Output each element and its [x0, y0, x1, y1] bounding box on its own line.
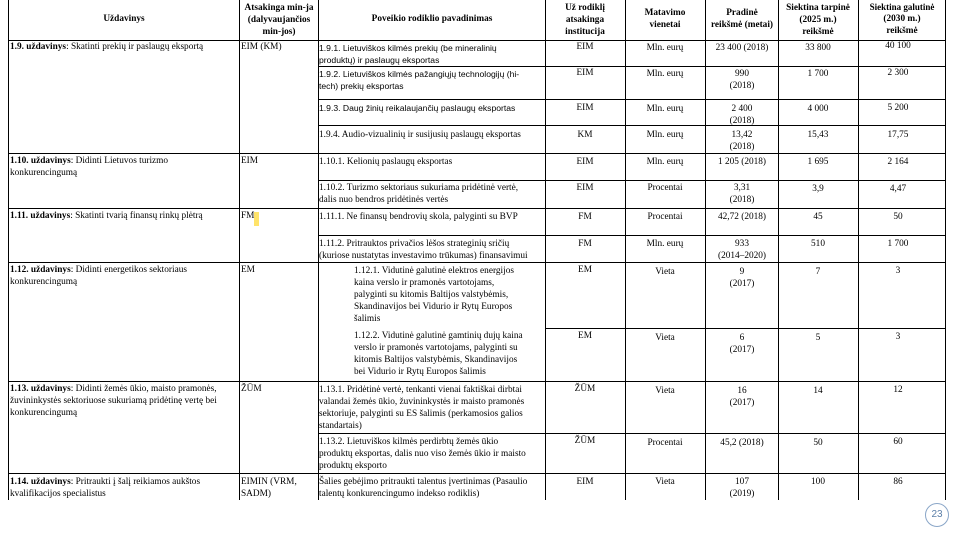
indicator-talent-line-2: talentų konkurencingumo indekso rodiklis) — [319, 489, 480, 499]
indicator-1-9-2: 1.9.2. Lietuviškos kilmės pažangiųjų technologijų (hi- — [319, 69, 520, 79]
row-rule — [8, 153, 946, 154]
goal-1-13-ministry: ŽŪM — [241, 384, 262, 394]
goal-1-12: 1.12. uždavinys: Didinti energetikos sektoriaus — [10, 265, 187, 275]
unit-cell: Mln. eurų — [646, 69, 684, 79]
unit-cell: Vieta — [655, 267, 675, 277]
goal-1-13-line-2: žuvininkystės sektoriuose sukuriamą pridėtinę vertę bei — [10, 396, 217, 406]
unit-cell: Procentai — [647, 212, 683, 222]
indicator-1-13-2: 1.13.2. Lietuviškos kilmės perdirbtų žemės ūkio — [319, 437, 499, 447]
unit-cell: Mln. eurų — [646, 130, 684, 140]
row-rule — [8, 208, 946, 209]
goal-1-13-line-3: konkurencingumą — [10, 408, 78, 418]
mid-target-cell: 15,43 — [807, 130, 829, 140]
base-value-cell: 3,31 — [733, 183, 751, 193]
final-target-cell: 3 — [895, 332, 901, 342]
indicator-1-12-2: 1.12.2. Vidutinė galutinė gamtinių dujų kaina — [354, 331, 523, 341]
base-value-cell: 6 — [739, 333, 745, 343]
header-rule — [8, 40, 946, 41]
column-rule — [239, 0, 240, 500]
header-institution-line-1: Už rodiklį — [565, 3, 605, 13]
indicator-talent: Šalies gebėjimo pritraukti talentus įvertinimas (Pasaulio — [319, 477, 528, 487]
indicator-1-10-1: 1.10.1. Kelionių paslaugų eksportas — [319, 157, 453, 167]
base-year-cell: (2018) — [729, 116, 755, 126]
goal-1-12-line-2: konkurencingumą — [10, 277, 78, 287]
indicator-1-11-2-line-2: (kuriose nustatytas investavimo trūkumas) finansavimui — [319, 251, 528, 261]
unit-cell: Mln. eurų — [646, 239, 684, 249]
institution-cell: EIM — [576, 68, 594, 78]
base-value-cell: 2 400 — [731, 104, 753, 114]
goal-1-12-ministry: EM — [241, 265, 255, 275]
unit-cell: Procentai — [647, 438, 683, 448]
goal-1-9: 1.9. uždavinys: Skatinti prekių ir paslaugų eksportą — [10, 42, 204, 52]
goal-1-13: 1.13. uždavinys: Didinti žemės ūkio, maisto pramonės, — [10, 384, 217, 394]
mid-target-cell: 5 — [815, 333, 821, 343]
header-final-line-1: Siektina galutinė — [869, 2, 935, 12]
mid-target-cell: 100 — [811, 477, 825, 487]
final-target-cell: 3 — [895, 266, 901, 276]
header-goal: Uždavinys — [103, 14, 145, 24]
header-mid-line-2: (2025 m.) — [799, 15, 837, 25]
institution-cell: FM — [578, 239, 592, 249]
row-rule — [318, 235, 946, 236]
institution-cell: EM — [578, 331, 592, 341]
indicator-1-13-2-line-3: produktų eksporto — [319, 461, 387, 471]
institution-cell: EIM — [576, 103, 594, 113]
mid-target-cell: 3,9 — [812, 184, 824, 194]
indicator-1-13-2-line-2: produktų eksportas, dalis nuo viso žemės ūkio ir maisto — [319, 449, 526, 459]
institution-cell: KM — [577, 130, 593, 140]
base-value-cell: 16 — [737, 386, 747, 396]
indicator-1-13-1-line-3: sektoriuje, palyginti su ES šalimis (perkamosios galios — [319, 409, 523, 419]
final-target-cell: 2 300 — [887, 68, 909, 78]
header-institution-line-2: atsakinga — [565, 15, 605, 25]
goal-1-14-ministry-line-1: EIMIN (VRM, — [241, 477, 297, 487]
header-unit-line-2: vienetai — [649, 20, 681, 30]
row-rule — [318, 125, 946, 126]
unit-cell: Mln. eurų — [646, 157, 684, 167]
indicator-1-12-2-line-2: verslo ir pramonės vartotojams, palyginti su — [354, 343, 518, 353]
base-value-cell: 45,2 (2018) — [720, 438, 764, 448]
header-ministry-line-1: Atsakinga min-ja — [244, 3, 314, 13]
unit-cell: Vieta — [655, 386, 675, 396]
institution-cell: ŽŪM — [574, 436, 596, 446]
indicator-1-11-1: 1.11.1. Ne finansų bendrovių skola, palyginti su BVP — [319, 212, 518, 222]
column-rule — [945, 0, 946, 500]
text-highlight — [254, 212, 259, 226]
mid-target-cell: 7 — [815, 267, 821, 277]
goal-1-10-ministry: EIM — [241, 156, 259, 166]
header-final-line-2: (2030 m.) — [883, 14, 921, 24]
row-rule — [8, 473, 946, 474]
base-value-cell: 933 — [735, 239, 749, 249]
indicator-1-12-2-line-3: kitomis Baltijos valstybėmis, Skandinavijos — [354, 355, 518, 365]
institution-cell: EIM — [576, 183, 594, 193]
base-value-cell: 13,42 — [731, 130, 753, 140]
base-year-cell: (2018) — [729, 142, 755, 152]
base-year-cell: (2017) — [729, 279, 755, 289]
indicator-1-10-2: 1.10.2. Turizmo sektoriaus sukuriama pridėtinė vertė, — [319, 183, 519, 193]
final-target-cell: 50 — [893, 212, 903, 222]
goal-1-11-ministry: FM — [241, 211, 255, 221]
final-target-cell: 40 100 — [885, 41, 911, 51]
unit-cell: Procentai — [647, 183, 683, 193]
goal-1-14-line-2: kvalifikacijos specialistus — [10, 489, 106, 499]
base-value-cell: 23 400 (2018) — [715, 43, 769, 53]
header-mid-line-3: reikšmė — [802, 27, 834, 37]
mid-target-cell: 4 000 — [807, 104, 829, 114]
goal-1-11: 1.11. uždavinys: Skatinti tvarią finansų rinkų plėtrą — [10, 211, 203, 221]
mid-target-cell: 1 700 — [807, 69, 829, 79]
column-rule — [8, 0, 9, 500]
indicator-1-12-1: 1.12.1. Vidutinė galutinė elektros energijos — [354, 266, 514, 276]
base-year-cell: (2017) — [729, 398, 755, 408]
header-base-line-2: reikšmė (metai) — [710, 20, 774, 30]
indicator-1-13-1: 1.13.1. Pridėtinė vertė, tenkanti vienai faktiškai dirbtai — [319, 385, 522, 395]
header-institution-line-3: institucija — [565, 27, 605, 37]
indicator-1-12-1-line-2: kaina verslo ir pramonės vartotojams, — [354, 278, 495, 288]
goal-1-10: 1.10. uždavinys: Didinti Lietuvos turizmo — [10, 156, 169, 166]
header-indicator: Poveikio rodiklio pavadinimas — [371, 14, 493, 24]
header-unit-line-1: Matavimo — [644, 8, 686, 18]
indicator-1-13-1-line-4: standartais) — [319, 421, 362, 431]
header-mid-line-1: Siektina tarpinė — [786, 3, 850, 13]
goal-1-10-line-2: konkurencingumą — [10, 168, 78, 178]
base-value-cell: 107 — [735, 477, 749, 487]
row-rule — [545, 328, 946, 329]
indicator-1-9-2-line-2: tech) prekių eksportas — [319, 81, 404, 91]
institution-cell: EIM — [576, 477, 594, 487]
final-target-cell: 5 200 — [887, 103, 909, 113]
goal-1-14-ministry-line-2: SADM) — [241, 489, 271, 499]
mid-target-cell: 45 — [813, 212, 823, 222]
unit-cell: Mln. eurų — [646, 43, 684, 53]
final-target-cell: 2 164 — [887, 157, 909, 167]
institution-cell: EIM — [576, 157, 594, 167]
indicator-1-12-1-line-4: Skandinavijos bei Vidurio ir Rytų Europos — [354, 302, 513, 312]
goal-1-14: 1.14. uždavinys: Pritraukti į šalį reikiamos aukštos — [10, 477, 201, 487]
indicator-1-11-2: 1.11.2. Pritrauktos privačios lėšos strateginių sričių — [319, 239, 510, 249]
institution-cell: ŽŪM — [574, 384, 596, 394]
base-year-cell: (2019) — [729, 489, 755, 499]
final-target-cell: 1 700 — [887, 239, 909, 249]
row-rule — [8, 381, 946, 382]
indicator-1-9-1-line-2: produktų) ir paslaugų eksportas — [319, 55, 440, 65]
final-target-cell: 86 — [893, 477, 903, 487]
page-number: 23 — [925, 503, 949, 527]
indicator-1-13-1-line-2: valandai žemės ūkio, žuvininkystės ir maisto pramonės — [319, 397, 525, 407]
mid-target-cell: 14 — [813, 386, 823, 396]
base-year-cell: (2017) — [729, 345, 755, 355]
institution-cell: FM — [578, 212, 592, 222]
header-ministry-line-2: (dalyvaujančios — [247, 15, 311, 25]
base-value-cell: 9 — [739, 267, 745, 277]
row-rule — [318, 433, 946, 434]
indicator-1-10-2-line-2: dalis nuo bendros pridėtinės vertės — [319, 195, 449, 205]
mid-target-cell: 33 800 — [805, 43, 831, 53]
base-year-cell: (2014–2020) — [717, 251, 767, 261]
indicator-1-9-3: 1.9.3. Daug žinių reikalaujančių paslaugų eksportas — [319, 103, 516, 113]
indicator-1-12-1-line-5: šalimis — [354, 314, 381, 324]
row-rule — [318, 180, 946, 181]
indicator-1-9-4: 1.9.4. Audio-vizualinių ir susijusių paslaugų eksportas — [319, 130, 521, 140]
institution-cell: EIM — [576, 42, 594, 52]
header-ministry-line-3: min-jos) — [262, 27, 296, 37]
mid-target-cell: 50 — [813, 438, 823, 448]
final-target-cell: 12 — [893, 385, 903, 395]
indicator-1-12-1-line-3: palyginti su kitomis Baltijos valstybėmis, — [354, 290, 509, 300]
base-year-cell: (2018) — [729, 81, 755, 91]
unit-cell: Vieta — [655, 333, 675, 343]
indicator-1-9-1: 1.9.1. Lietuviškos kilmės prekių (be mineralinių — [319, 43, 497, 53]
unit-cell: Vieta — [655, 477, 675, 487]
base-value-cell: 42,72 (2018) — [717, 212, 767, 222]
mid-target-cell: 510 — [811, 239, 825, 249]
institution-cell: EM — [578, 265, 592, 275]
base-value-cell: 990 — [735, 69, 749, 79]
final-target-cell: 4,47 — [889, 184, 907, 194]
final-target-cell: 17,75 — [887, 130, 909, 140]
row-rule — [318, 99, 946, 100]
unit-cell: Mln. eurų — [646, 104, 684, 114]
header-final-line-3: reikšmė — [886, 26, 918, 36]
indicator-1-12-2-line-4: bei Vidurio ir Rytų Europos šalimis — [354, 367, 486, 377]
base-value-cell: 1 205 (2018) — [717, 157, 767, 167]
goal-1-9-ministry: EIM (KM) — [241, 42, 282, 52]
final-target-cell: 60 — [893, 437, 903, 447]
header-base-line-1: Pradinė — [726, 8, 758, 18]
mid-target-cell: 1 695 — [807, 157, 829, 167]
base-year-cell: (2018) — [729, 195, 755, 205]
